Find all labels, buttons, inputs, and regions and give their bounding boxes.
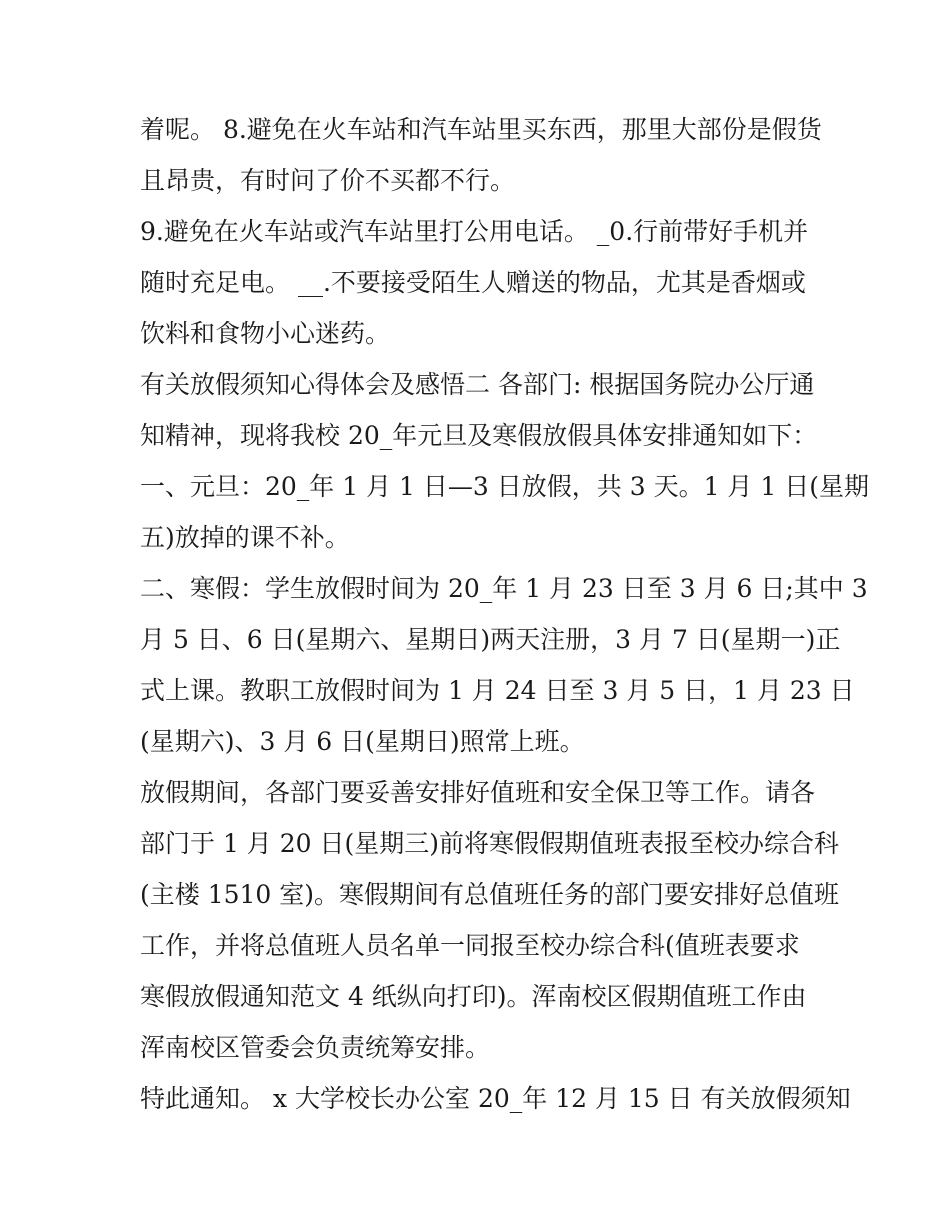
text-line: 浑南校区管委会负责统筹安排。 (140, 1033, 491, 1062)
text-line: 月 5 日、6 日(星期六、星期日)两天注册，3 月 7 日(星期一)正 (140, 625, 841, 654)
text-line: 有关放假须知心得体会及感悟二 各部门: 根据国务院办公厅通 (140, 370, 815, 399)
text-line: 工作，并将总值班人员名单一同报至校办综合科(值班表要求 (140, 931, 800, 960)
text-line: 寒假放假通知范文 4 纸纵向打印)。浑南校区假期值班工作由 (140, 982, 807, 1011)
text-line: 二、寒假：学生放假时间为 20_年 1 月 23 日至 3 月 6 日;其中 3 (140, 574, 868, 603)
text-line: 放假期间，各部门要妥善安排好值班和安全保卫等工作。请各 (140, 778, 816, 807)
text-line: 式上课。教职工放假时间为 1 月 24 日至 3 月 5 日，1 月 23 日 (140, 676, 855, 705)
text-line: 随时充足电。 __.不要接受陌生人赠送的物品，尤其是香烟或 (140, 268, 806, 297)
text-line: 9.避免在火车站或汽车站里打公用电话。 _0.行前带好手机并 (140, 217, 809, 246)
text-line: (主楼 1510 室)。寒假期间有总值班任务的部门要安排好总值班 (140, 880, 840, 909)
text-line: 五)放掉的课不补。 (140, 523, 350, 552)
text-line: 着呢。 8.避免在火车站和汽车站里买东西，那里大部份是假货 (140, 115, 822, 144)
text-line: 特此通知。 x 大学校长办公室 20_年 12 月 15 日 有关放假须知 (140, 1084, 851, 1113)
text-line: 且昂贵，有时问了价不买都不行。 (140, 166, 516, 195)
text-line: 部门于 1 月 20 日(星期三)前将寒假假期值班表报至校办综合科 (140, 829, 840, 858)
text-line: 一、元旦：20_年 1 月 1 日—3 日放假，共 3 天。1 月 1 日(星期 (140, 472, 869, 501)
text-line: 饮料和食物小心迷药。 (140, 319, 391, 348)
document-body (140, 104, 869, 1124)
text-line: 知精神，现将我校 20_年元旦及寒假放假具体安排通知如下： (140, 421, 818, 450)
text-line: (星期六)、3 月 6 日(星期日)照常上班。 (140, 727, 585, 756)
